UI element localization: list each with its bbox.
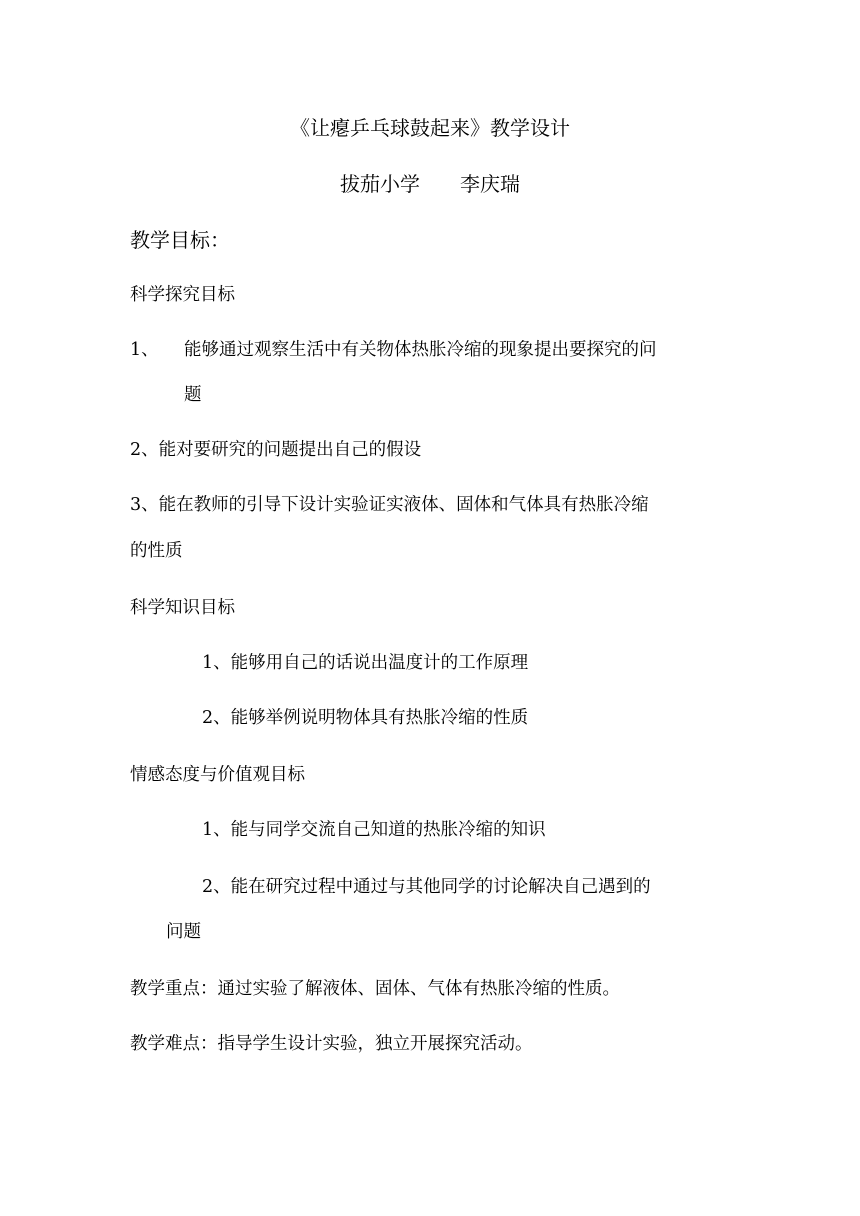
author-line: 拔茄小学 李庆瑞 — [340, 172, 520, 196]
sci-inquiry-item1-line2: 题 — [184, 385, 202, 405]
teaching-difficulty: 教学难点：指导学生设计实验，独立开展探究活动。 — [130, 1034, 533, 1054]
sci-inquiry-heading: 科学探究目标 — [130, 285, 235, 305]
sci-inquiry-item2: 2、能对要研究的问题提出自己的假设 — [130, 440, 422, 460]
sci-inquiry-item3-line2: 的性质 — [130, 541, 183, 561]
emotion-item2-line2: 问题 — [166, 922, 201, 942]
emotion-item2-line1: 2、能在研究过程中通过与其他同学的讨论解决自己遇到的 — [202, 877, 651, 897]
sci-knowledge-heading: 科学知识目标 — [130, 598, 235, 618]
section-heading-goals: 教学目标： — [130, 228, 230, 252]
doc-title: 《让瘪乒乓球鼓起来》教学设计 — [290, 116, 570, 140]
sci-knowledge-item1: 1、能够用自己的话说出温度计的工作原理 — [202, 653, 529, 673]
teaching-key-point: 教学重点：通过实验了解液体、固体、气体有热胀冷缩的性质。 — [130, 979, 620, 999]
sci-inquiry-item1-line1: 能够通过观察生活中有关物体热胀冷缩的现象提出要探究的问 — [184, 340, 657, 360]
sci-inquiry-item3-line1: 3、能在教师的引导下设计实验证实液体、固体和气体具有热胀冷缩 — [130, 495, 649, 515]
sci-inquiry-item1-number: 1、 — [130, 340, 159, 360]
emotion-item1: 1、能与同学交流自己知道的热胀冷缩的知识 — [202, 820, 546, 840]
sci-knowledge-item2: 2、能够举例说明物体具有热胀冷缩的性质 — [202, 708, 529, 728]
emotion-heading: 情感态度与价值观目标 — [130, 765, 305, 785]
